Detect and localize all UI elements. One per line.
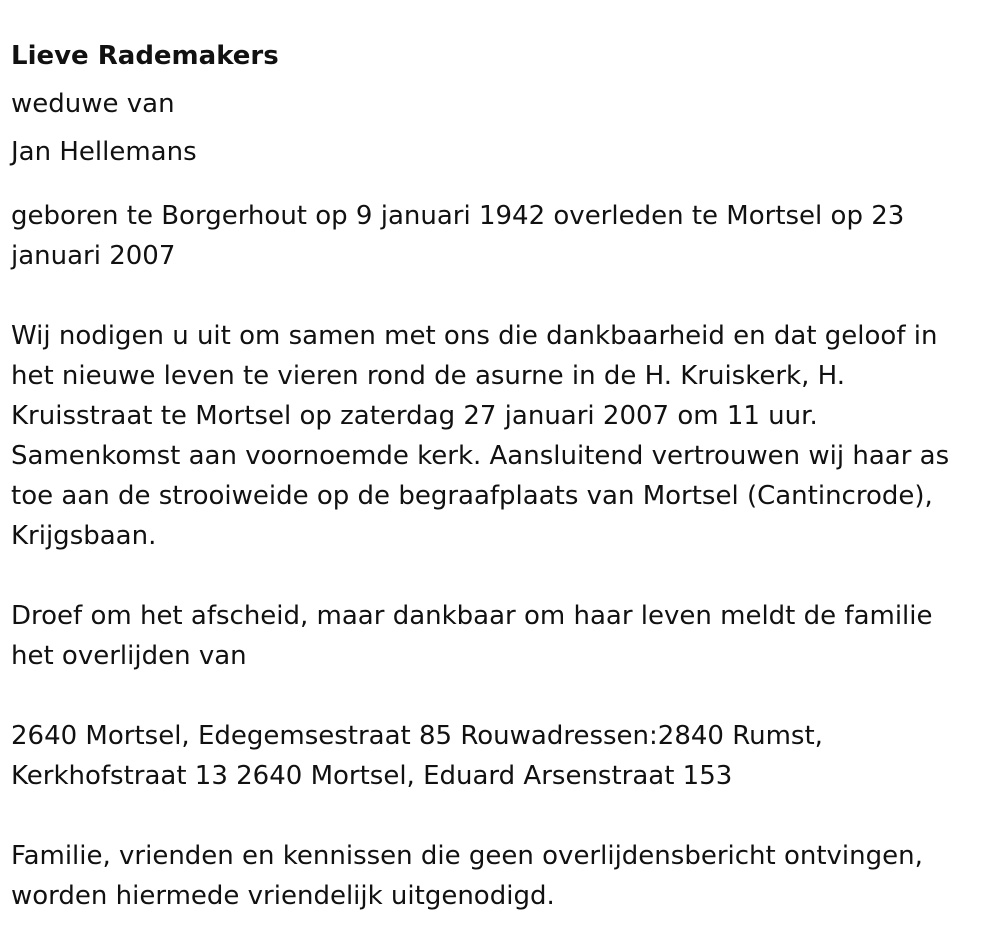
paragraph-line: januari 2007 xyxy=(11,241,176,271)
obituary-notice xyxy=(11,32,986,916)
paragraph-line: worden hiermede vriendelijk uitgenodigd. xyxy=(11,881,555,911)
invitation-paragraph xyxy=(11,316,986,556)
paragraph-line: Kerkhofstraat 13 2640 Mortsel, Eduard Arsenstraat 153 xyxy=(11,761,733,791)
addresses-paragraph xyxy=(11,716,986,796)
paragraph-line: 2640 Mortsel, Edegemsestraat 85 Rouwadressen:2840 Rumst, xyxy=(11,721,823,751)
paragraph-line: het nieuwe leven te vieren rond de asurne in de H. Kruiskerk, H. xyxy=(11,361,845,391)
paragraph-line: geboren te Borgerhout op 9 januari 1942 overleden te Mortsel op 23 xyxy=(11,201,905,231)
deceased-name: Lieve Rademakers xyxy=(11,41,279,71)
spouse-name: Jan Hellemans xyxy=(11,137,197,167)
paragraph-line: Familie, vrienden en kennissen die geen overlijdensbericht ontvingen, xyxy=(11,841,923,871)
announcement-paragraph xyxy=(11,596,986,676)
paragraph-line: Krijgsbaan. xyxy=(11,521,157,551)
birth-death-paragraph xyxy=(11,196,986,276)
paragraph-line: Kruisstraat te Mortsel op zaterdag 27 januari 2007 om 11 uur. xyxy=(11,401,818,431)
paragraph-line: het overlijden van xyxy=(11,641,247,671)
paragraph-line: Wij nodigen u uit om samen met ons die dankbaarheid en dat geloof in xyxy=(11,321,938,351)
closing-paragraph xyxy=(11,836,986,916)
paragraph-line: Droef om het afscheid, maar dankbaar om haar leven meldt de familie xyxy=(11,601,933,631)
paragraph-line: Samenkomst aan voornoemde kerk. Aansluitend vertrouwen wij haar as xyxy=(11,441,950,471)
paragraph-line: toe aan de strooiweide op de begraafplaats van Mortsel (Cantincrode), xyxy=(11,481,933,511)
relation-label: weduwe van xyxy=(11,89,175,119)
